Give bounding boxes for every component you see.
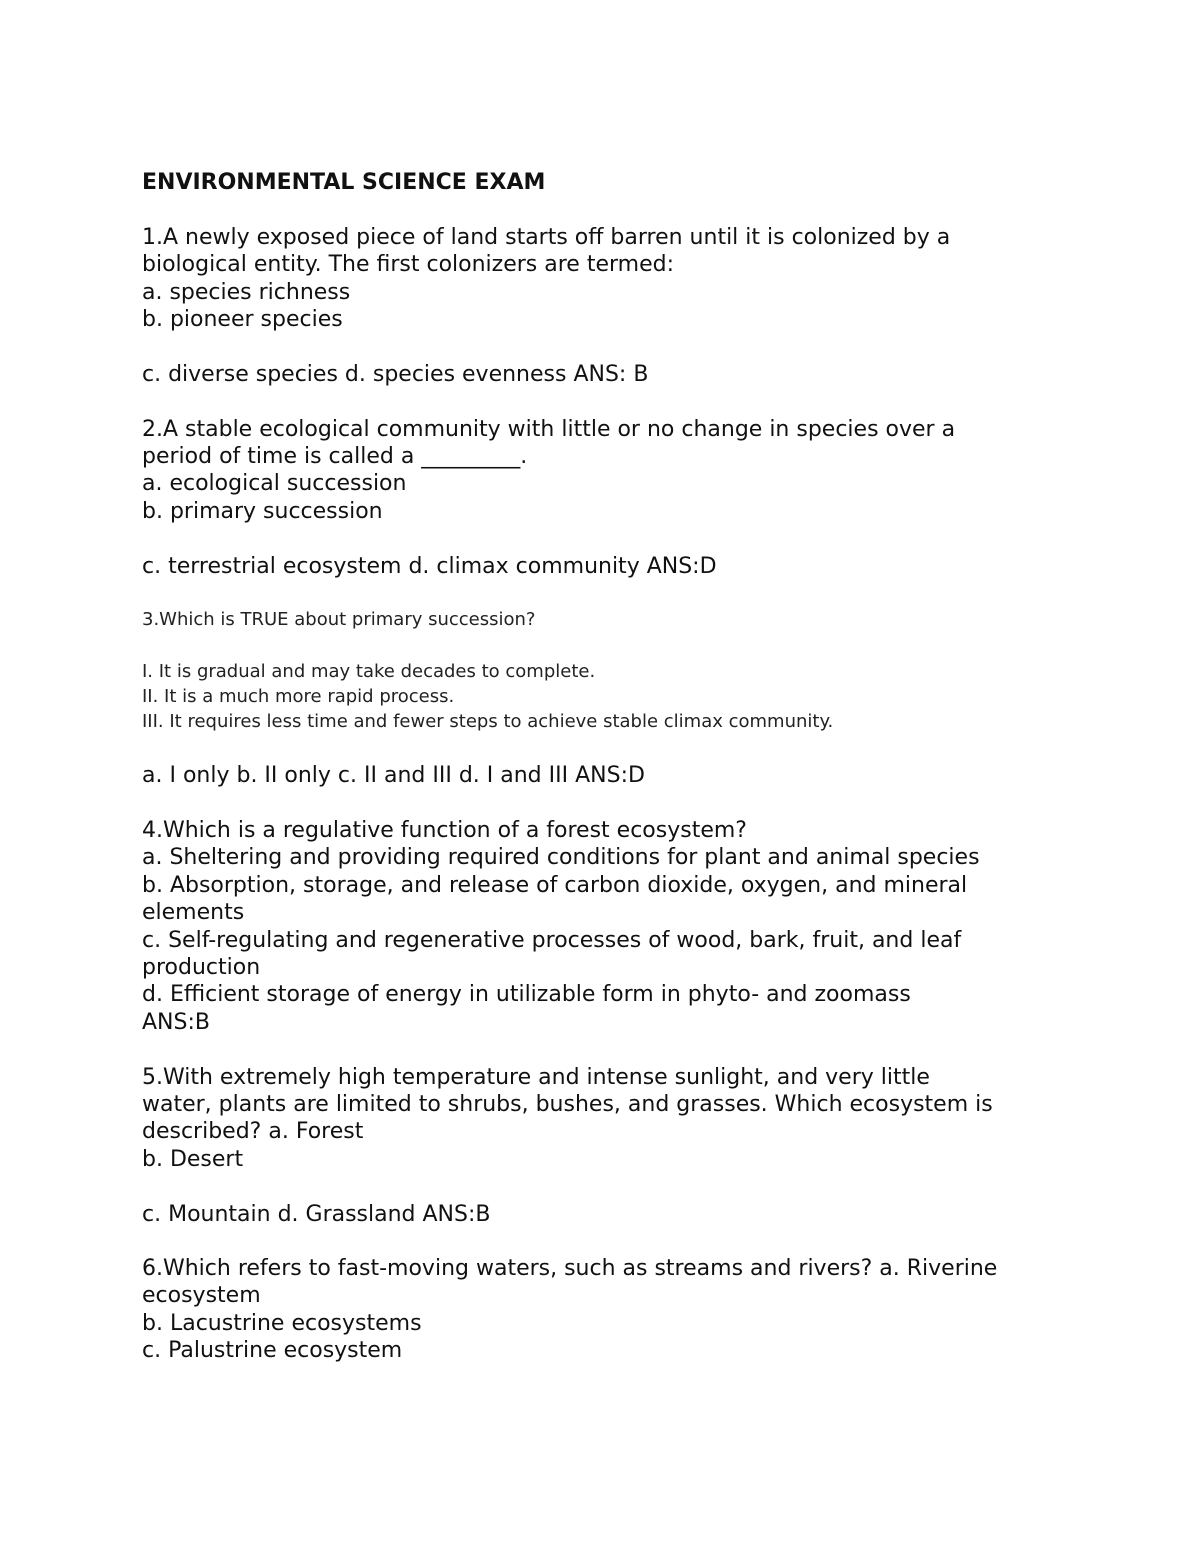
q6-stem-line1: 6.Which refers to fast-moving waters, such as streams and rivers? a. Riverine	[142, 1256, 998, 1281]
q3-statement-1: I. It is gradual and may take decades to complete.	[142, 661, 596, 682]
q4-option-c-line2: production	[142, 955, 261, 980]
q1-options-cd-answer: c. diverse species d. species evenness ANS: B	[142, 362, 649, 387]
q1-option-b: b. pioneer species	[142, 307, 343, 332]
q5-stem-line2: water, plants are limited to shrubs, bushes, and grasses. Which ecosystem is	[142, 1092, 993, 1117]
q5-options-cd-answer: c. Mountain d. Grassland ANS:B	[142, 1202, 491, 1227]
q1-option-a: a. species richness	[142, 280, 351, 305]
q3-statement-2: II. It is a much more rapid process.	[142, 686, 455, 707]
q5-stem-line3: described? a. Forest	[142, 1119, 364, 1144]
q1-stem-line1: 1.A newly exposed piece of land starts off barren until it is colonized by a	[142, 225, 951, 250]
q6-option-c: c. Palustrine ecosystem	[142, 1338, 403, 1363]
q2-stem-line2: period of time is called a _________.	[142, 444, 528, 469]
q4-option-c-line1: c. Self-regulating and regenerative processes of wood, bark, fruit, and leaf	[142, 928, 962, 953]
q3-options-answer: a. I only b. II only c. II and III d. I and III ANS:D	[142, 763, 645, 788]
q2-option-a: a. ecological succession	[142, 471, 407, 496]
q4-option-a: a. Sheltering and providing required conditions for plant and animal species	[142, 845, 980, 870]
q1-stem-line2: biological entity. The first colonizers are termed:	[142, 252, 674, 277]
q4-stem: 4.Which is a regulative function of a forest ecosystem?	[142, 818, 747, 843]
q3-statement-3: III. It requires less time and fewer steps to achieve stable climax community.	[142, 711, 834, 732]
q6-stem-line2: ecosystem	[142, 1283, 261, 1308]
q2-option-b: b. primary succession	[142, 499, 383, 524]
q4-option-b-line1: b. Absorption, storage, and release of carbon dioxide, oxygen, and mineral	[142, 873, 968, 898]
q5-stem-line1: 5.With extremely high temperature and intense sunlight, and very little	[142, 1065, 930, 1090]
q5-option-b: b. Desert	[142, 1147, 244, 1172]
q6-option-b: b. Lacustrine ecosystems	[142, 1311, 422, 1336]
q2-stem-line1: 2.A stable ecological community with little or no change in species over a	[142, 417, 956, 442]
q4-option-d: d. Efficient storage of energy in utilizable form in phyto- and zoomass	[142, 982, 911, 1007]
q4-option-b-line2: elements	[142, 900, 245, 925]
q4-answer: ANS:B	[142, 1010, 210, 1035]
q3-stem: 3.Which is TRUE about primary succession?	[142, 609, 536, 630]
page-title: ENVIRONMENTAL SCIENCE EXAM	[142, 170, 546, 195]
q2-options-cd-answer: c. terrestrial ecosystem d. climax community ANS:D	[142, 554, 717, 579]
